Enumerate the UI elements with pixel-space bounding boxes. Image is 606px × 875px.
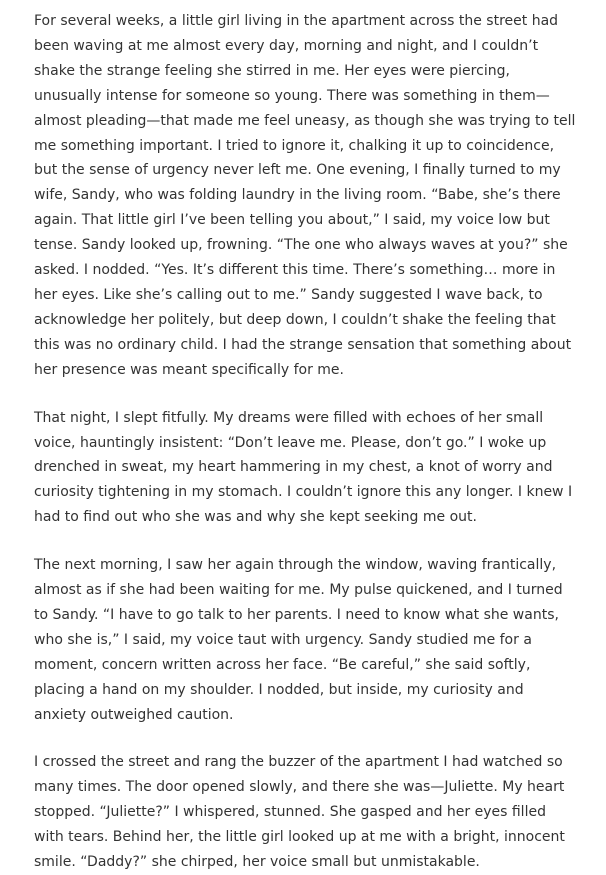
story-paragraph: That night, I slept fitfully. My dreams were filled with echoes of her small voice, hauntingly insistent: “Don’t leave me. Please, don’t go.” I woke up drenched in sweat, my heart hammering in my chest, a knot of worry and curiosity tightening in my stomach. I couldn’t ignore this any longer. I knew I had to find out who she was and why she kept seeking me out.	[34, 409, 573, 526]
story-paragraph: I crossed the street and rang the buzzer of the apartment I had watched so many times. The door opened slowly, and there she was—Juliette. My heart stopped. “Juliette?” I whispered, stunned. She gasped and her eyes filled with tears. Behind her, the little girl looked up at me with a bright, innocent smile. “Daddy?” she chirped, her voice small but unmistakable.	[34, 754, 565, 871]
story-paragraph: For several weeks, a little girl living in the apartment across the street had been waving at me almost every day, morning and night, and I couldn’t shake the strange feeling she stirred in me. Her eyes were piercing, unusually intense for someone so young. There was something in them—almost pleading—that made me feel uneasy, as though she was trying to tell me something important. I tried to ignore it, chalking it up to coincidence, but the sense of urgency never left me. One evening, I finally turned to my wife, Sandy, who was folding laundry in the living room. “Babe, she’s there again. That little girl I’ve been telling you about,” I said, my voice low but tense. Sandy looked up, frowning. “The one who always waves at you?” she asked. I nodded. “Yes. It’s different this time. There’s something… more in her eyes. Like she’s calling out to me.” Sandy suggested I wave back, to acknowledge her politely, but deep down, I couldn’t shake the feeling that this was no ordinary child. I had the strange sensation that something about her presence was meant specifically for me.	[34, 13, 576, 378]
story-paragraph: The next morning, I saw her again through the window, waving frantically, almost as if she had been waiting for me. My pulse quickened, and I turned to Sandy. “I have to go talk to her parents. I need to know what she wants, who she is,” I said, my voice taut with urgency. Sandy studied me for a moment, concern written across her face. “Be careful,” she said softly, placing a hand on my shoulder. I nodded, but inside, my curiosity and anxiety outweighed caution.	[34, 557, 563, 723]
